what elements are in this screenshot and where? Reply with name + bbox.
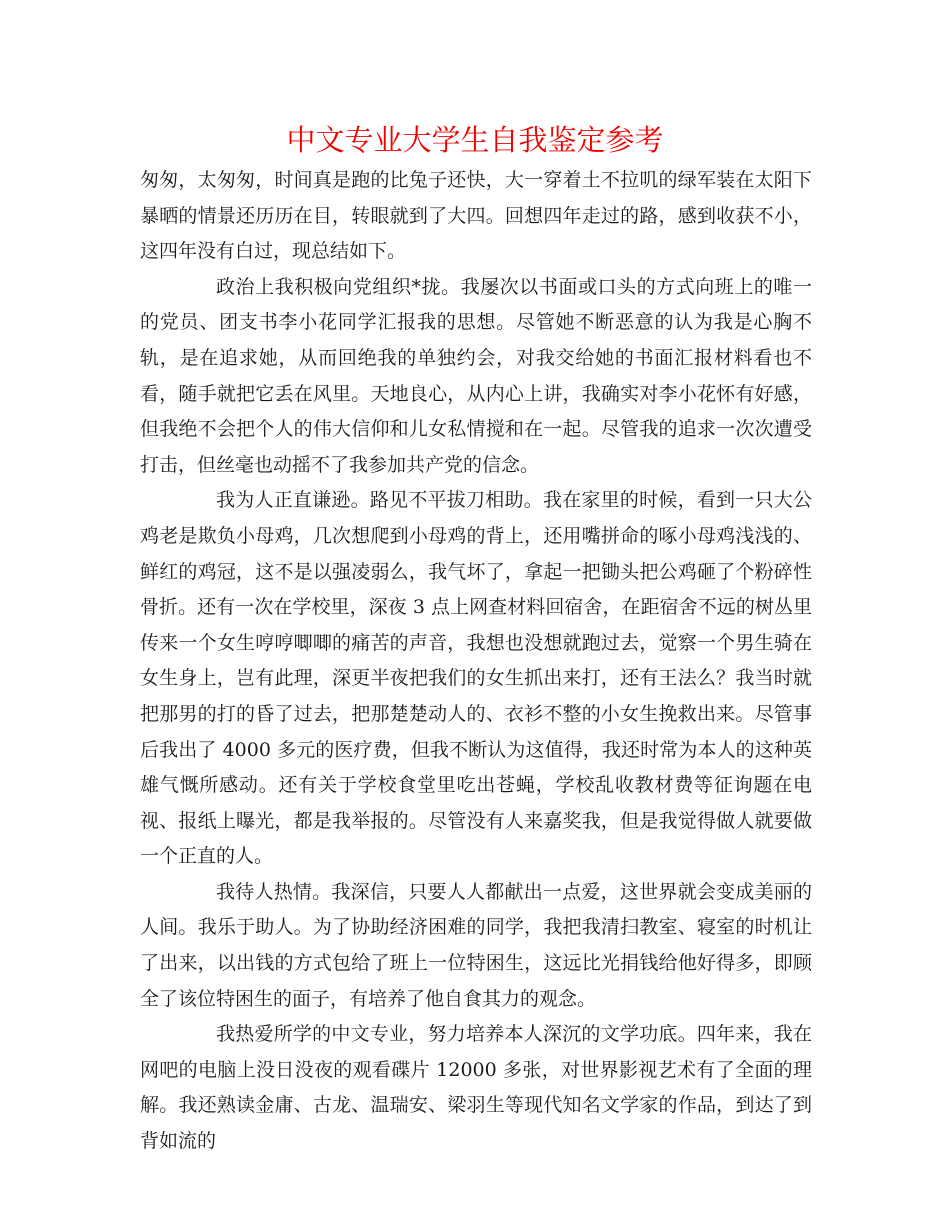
paragraph-warmth: 我待人热情。我深信，只要人人都献出一点爱，这世界就会变成美丽的人间。我乐于助人。为了协助经济困难的同学，我把我清扫教室、寝室的时机让了出来，以出钱的方式包给了班上一位特困生，这远比光捐钱给他好得多，即顾全了该位特困生的面子，有培养了他自食其力的观念。: [140, 880, 812, 1010]
document-title: 中文专业大学生自我鉴定参考: [286, 123, 664, 157]
paragraph-major: 我热爱所学的中文专业，努力培养本人深沉的文学功底。四年来，我在网吧的电脑上没日没夜的观看碟片 12000 多张，对世界影视艺术有了全面的理解。我还熟读金庸、古龙、温瑞安、梁羽生等现代知名文学家的作品，到达了到背如流的: [140, 1023, 812, 1153]
paragraph-politics: 政治上我积极向党组织*拢。我屡次以书面或口头的方式向班上的唯一的党员、团支书李小花同学汇报我的思想。尽管她不断恶意的认为我是心胸不轨，是在追求她，从而回绝我的单独约会，对我交给她的书面汇报材料看也不看，随手就把它丢在风里。天地良心，从内心上讲，我确实对李小花怀有好感，但我绝不会把个人的伟大信仰和儿女私情搅和在一起。尽管我的追求一次次遭受打击，但丝毫也动摇不了我参加共产党的信念。: [140, 275, 812, 476]
document-body: [140, 163, 812, 1160]
paragraph-intro: 匆匆，太匆匆，时间真是跑的比兔子还快，大一穿着土不拉叽的绿军装在太阳下暴晒的情景还历历在目，转眼就到了大四。回想四年走过的路，感到收获不小，这四年没有白过，现总结如下。: [140, 169, 812, 263]
paragraph-character: 我为人正直谦逊。路见不平拔刀相助。我在家里的时候，看到一只大公鸡老是欺负小母鸡，几次想爬到小母鸡的背上，还用嘴拼命的啄小母鸡浅浅的、鲜红的鸡冠，这不是以强凌弱么，我气坏了，拿起一把锄头把公鸡砸了个粉碎性骨折。还有一次在学校里，深夜 3 点上网查材料回宿舍，在距宿舍不远的树丛里传来一个女生哼哼唧唧的痛苦的声音，我想也没想就跑过去，觉察一个男生骑在女生身上，岂有此理，深更半夜把我们的女生抓出来打，还有王法么？我当时就把那男的打的昏了过去，把那楚楚动人的、衣衫不整的小女生挽救出来。尽管事后我出了 4000 多元的医疗费，但我不断认为这值得，我还时常为本人的这种英雄气慨所感动。还有关于学校食堂里吃出苍蝇，学校乱收教材费等征询题在电视、报纸上曝光，都是我举报的。尽管没有人来嘉奖我，但是我觉得做人就要做一个正直的人。: [140, 489, 812, 868]
